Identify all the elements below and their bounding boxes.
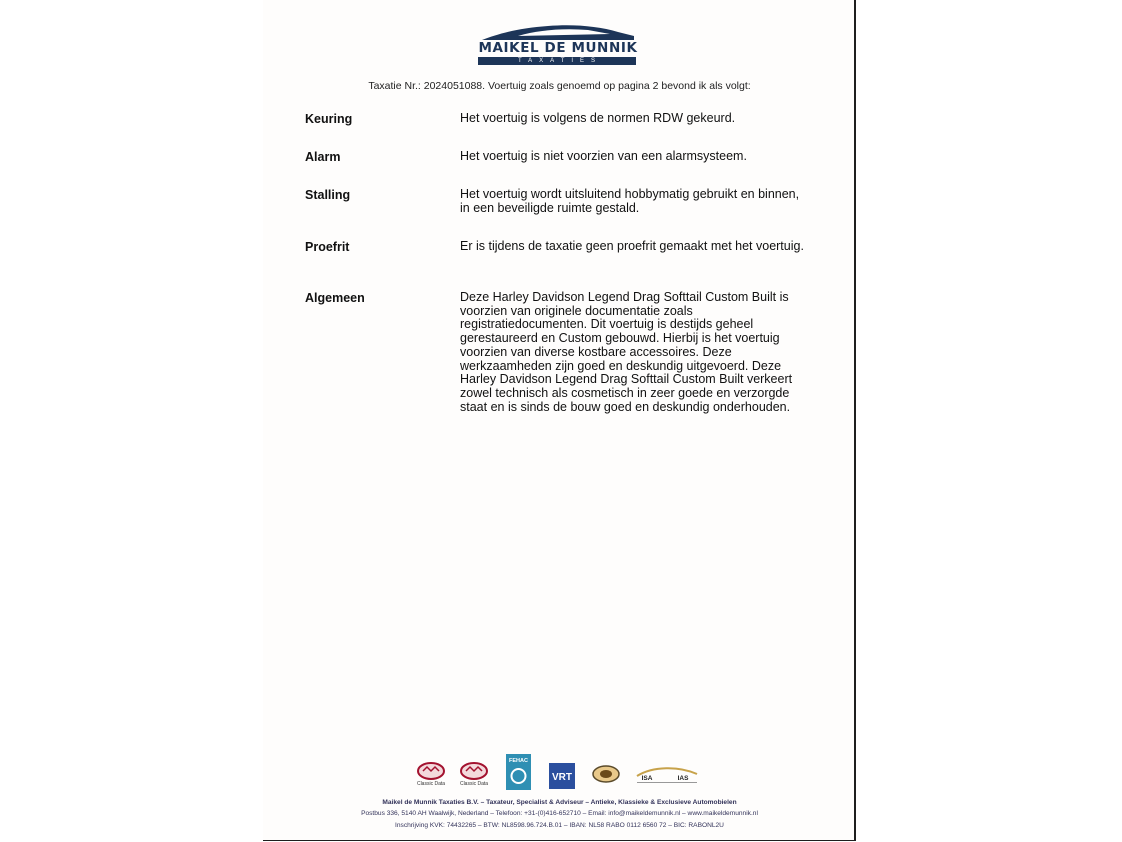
footer-registration-line: Inschrijving KVK: 74432265 – BTW: NL8598.96.724.B.01 – IBAN: NL58 RABO 0112 6560 72 – BIC: RABONL2U bbox=[395, 821, 724, 829]
car-silhouette-icon bbox=[478, 22, 638, 42]
footer-address-line: Postbus 336, 5140 AH Waalwijk, Nederland – Telefoon: +31-(0)416-652710 – Email: info@maikeldemunnik.nl – www.maikeldemunnik.nl bbox=[361, 810, 758, 818]
brand-name: MAIKEL DE MUNNIK bbox=[478, 40, 638, 56]
fehac-logo-icon bbox=[506, 754, 531, 790]
isa-ias-logo-icon bbox=[635, 764, 699, 786]
company-logo bbox=[478, 22, 638, 68]
affiliation-logos bbox=[413, 754, 713, 790]
svg-text:Classic Data: Classic Data bbox=[416, 781, 446, 787]
svg-text:IAS: IAS bbox=[677, 775, 689, 782]
vrt-logo-icon bbox=[549, 763, 575, 789]
footer bbox=[263, 797, 856, 831]
document-page bbox=[263, 0, 856, 841]
row-label: Alarm bbox=[305, 150, 341, 164]
row-value: Het voertuig wordt uitsluitend hobbymatig gebruikt en binnen, in een beveiligde ruimte gestald. bbox=[460, 187, 800, 215]
row-value: Het voertuig is niet voorzien van een alarmsysteem. bbox=[460, 149, 747, 163]
row-label: Algemeen bbox=[305, 291, 365, 305]
svg-text:ISA: ISA bbox=[641, 775, 653, 782]
svg-text:FEHAC: FEHAC bbox=[509, 758, 528, 764]
row-value: Het voertuig is volgens de normen RDW gekeurd. bbox=[460, 111, 736, 125]
classic-data-logo-icon bbox=[416, 762, 446, 788]
automotive-badge-logo-icon bbox=[591, 764, 621, 784]
row-label: Keuring bbox=[305, 112, 353, 126]
row-label: Stalling bbox=[305, 188, 351, 202]
row-value: Deze Harley Davidson Legend Drag Softtail Custom Built is voorzien van originele documentatie zoals registratiedocumenten. Dit voertuig is destijds geheel gerestaureerd en Custom gebouwd. Hierbij is het voertuig voorzien van diverse kostbare accessoires. Deze werkzaamheden zijn goed en deskundig uitgevoerd. Deze Harley Davidson Legend Drag Softtail Custom Built verkeert zowel technisch als cosmetisch in zeer goede en verzorgde staat en is sinds de bouw goed en deskundig onderhouden. bbox=[460, 290, 793, 414]
row-value: Er is tijdens de taxatie geen proefrit gemaakt met het voertuig. bbox=[460, 239, 804, 253]
footer-company-line: Maikel de Munnik Taxaties B.V. – Taxateur, Specialist & Adviseur – Antieke, Klassieke & Exclusieve Automobielen bbox=[382, 799, 737, 806]
svg-text:Classic Data: Classic Data bbox=[459, 781, 489, 787]
svg-text:VRT: VRT bbox=[552, 772, 572, 783]
row-label: Proefrit bbox=[305, 240, 350, 254]
classic-data-logo-icon bbox=[459, 762, 489, 788]
brand-subtitle: TAXATIES bbox=[478, 57, 636, 65]
intro-line: Taxatie Nr.: 2024051088. Voertuig zoals genoemd op pagina 2 bevond ik als volgt: bbox=[368, 80, 751, 92]
